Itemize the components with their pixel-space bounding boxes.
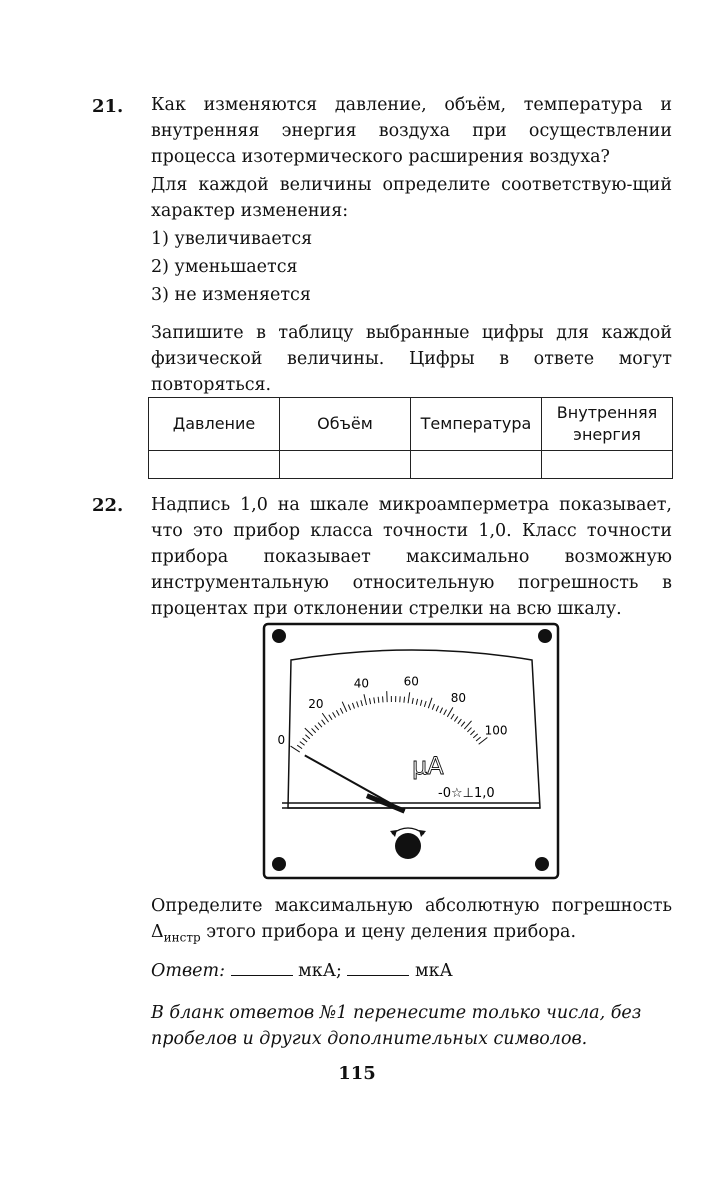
scale-tick (378, 697, 379, 703)
answer-label: Ответ: (151, 961, 225, 981)
q21-instruction (151, 172, 672, 224)
answer-table (148, 397, 673, 479)
answer-unit-1: мкА; (298, 961, 342, 981)
q22-task-subscript: инстр (163, 930, 201, 945)
answer-cell-pressure[interactable] (149, 451, 280, 479)
answer-unit-2: мкА (415, 961, 453, 981)
q22-task-part2: этого прибора и цену деления прибора. (200, 922, 577, 942)
screw-top-left-icon (272, 629, 286, 643)
header-temperature: Температура (411, 398, 542, 451)
q22-number: 22. (92, 495, 124, 516)
q22-intro-text: Надпись 1,0 на шкале микроамперметра показывает, что это прибор класса точности 1,0. Класс точности прибора показывает максимально возможную инструментальную относительную погрешность в процентах при отклонении стрелки на всю шкалу. (151, 495, 672, 619)
unit-label: μA (412, 752, 444, 780)
scale-label-20: 20 (308, 697, 324, 712)
microammeter-figure (262, 622, 560, 880)
q22-task-part1: Определите максимальную абсолютную погрешность Δ (151, 896, 672, 942)
q21-option-2: 2) уменьшается (151, 257, 298, 277)
screw-top-right-icon (538, 629, 552, 643)
page-number: 115 (338, 1063, 376, 1084)
screw-bottom-right-icon (535, 857, 549, 871)
answer-blank-2[interactable] (347, 961, 409, 976)
q21-instruction-text: Для каждой величины определите соответствую-щий характер изменения: (151, 175, 672, 221)
q21-table-instruction (151, 320, 672, 398)
scale-label-0: 0 (277, 733, 286, 748)
q21-number: 21. (92, 96, 124, 117)
header-volume: Объём (280, 398, 411, 451)
answer-line (151, 961, 453, 981)
q21-question-text: Как изменяются давление, объём, температура и внутренняя энергия воздуха при осуществлении процесса изотермического расширения воздуха? (151, 95, 672, 167)
accuracy-class-label: -0☆⊥1,0 (438, 786, 495, 801)
scale-label-80: 80 (450, 690, 467, 705)
answer-cell-internal-energy[interactable] (542, 451, 673, 479)
q21-table-instruction-text: Запишите в таблицу выбранные цифры для каждой физической величины. Цифры в ответе могут повторяться. (151, 323, 672, 395)
answer-note: В бланк ответов №1 перенесите только числа, без пробелов и других дополнительных символов. (151, 1003, 642, 1049)
header-internal-energy: Внутренняя энергия (542, 398, 673, 451)
scale-label-100: 100 (484, 723, 508, 738)
header-pressure: Давление (149, 398, 280, 451)
q22-intro (151, 492, 672, 622)
answer-cell-volume[interactable] (280, 451, 411, 479)
answer-table-header-row (149, 398, 673, 451)
screw-bottom-left-icon (272, 857, 286, 871)
q22-task (151, 893, 672, 951)
answer-cell-temperature[interactable] (411, 451, 542, 479)
answer-blank-1[interactable] (231, 961, 293, 976)
scale-tick (404, 697, 405, 703)
scale-label-40: 40 (353, 676, 370, 691)
scale-label-60: 60 (403, 674, 419, 689)
q21-option-1: 1) увеличивается (151, 229, 313, 249)
zero-adjust-knob[interactable] (395, 833, 421, 859)
q21-option-3: 3) не изменяется (151, 285, 311, 305)
q22-task-text (151, 893, 672, 951)
answer-table-input-row (149, 451, 673, 479)
q21-question (151, 92, 672, 170)
